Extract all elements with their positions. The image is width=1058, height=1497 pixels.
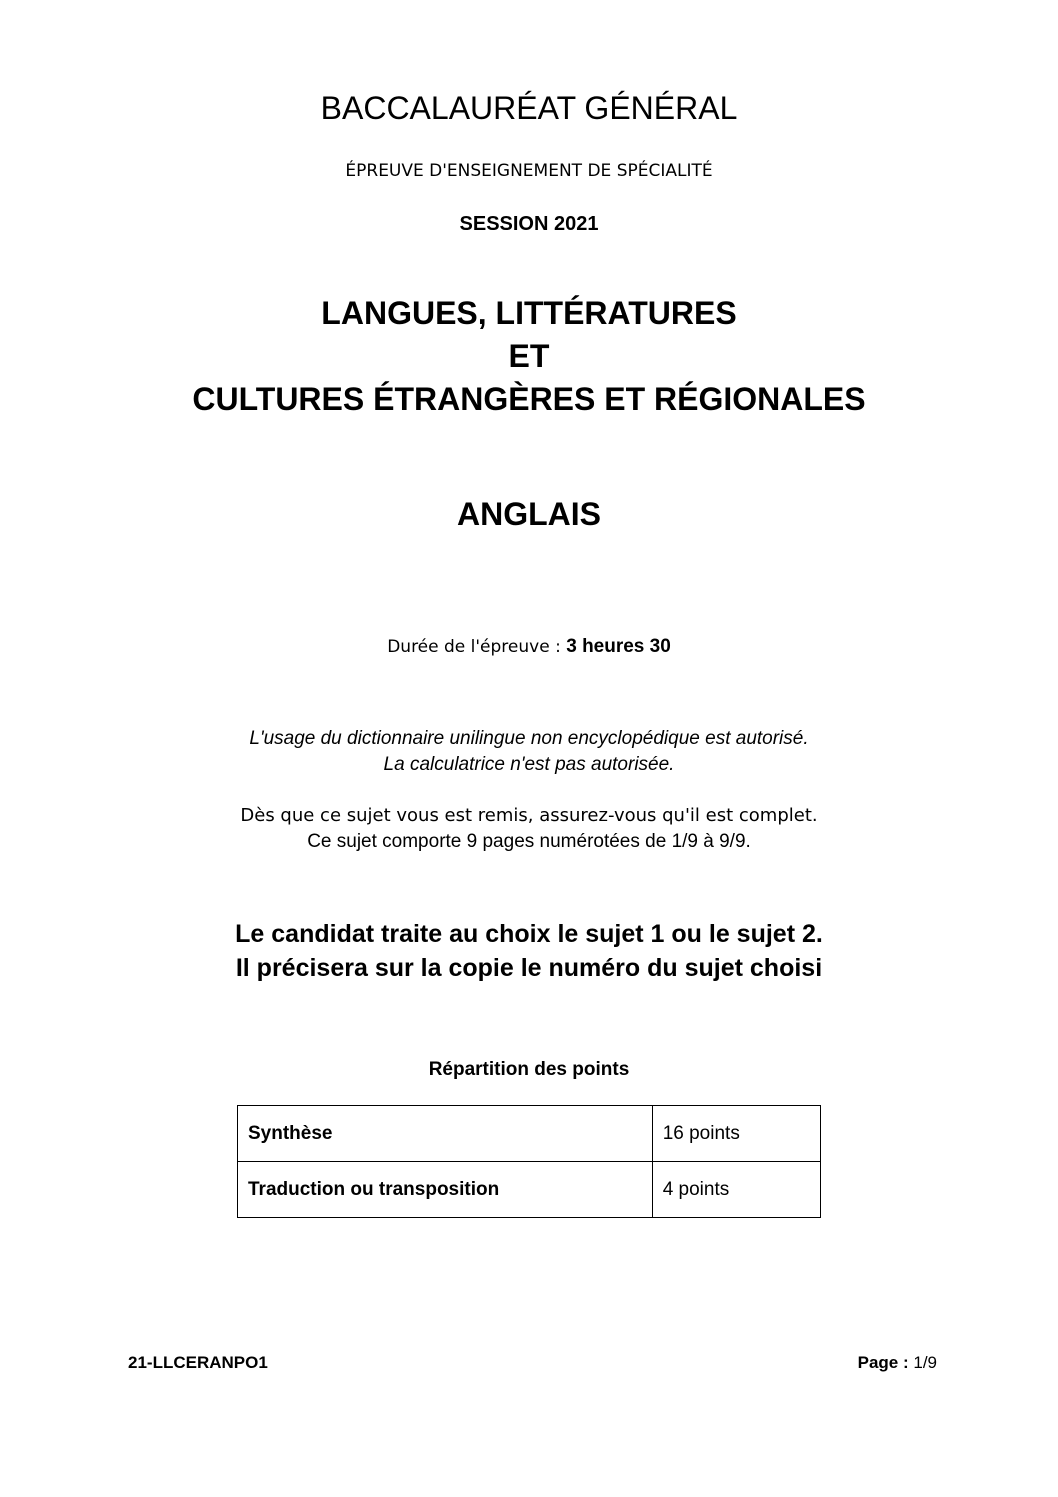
table-row [238,1106,821,1162]
subject-line-1: LANGUES, LITTÉRATURES [321,295,737,331]
document-code: 21-LLCERANPO1 [128,1353,268,1372]
calculator-rule: La calculatrice n'est pas autorisée. [383,754,675,775]
session-label: SESSION 2021 [459,213,599,235]
exam-type: ÉPREUVE D'ENSEIGNEMENT DE SPÉCIALITÉ [345,161,713,181]
page-label: Page : [857,1353,914,1372]
subject-line-3: CULTURES ÉTRANGÈRES ET RÉGIONALES [192,381,866,417]
completeness-notice [0,803,1058,855]
points-row-label: Synthèse [238,1106,653,1162]
subject-line-2: ET [508,338,550,374]
language-title: ANGLAIS [457,496,601,532]
points-row-label: Traduction ou transposition [238,1162,653,1218]
dictionary-rule: L'usage du dictionnaire unilingue non encyclopédique est autorisé. [249,728,809,749]
page-value: 1/9 [913,1353,937,1372]
points-table [237,1105,821,1218]
subject-title [0,292,1058,421]
duration [0,635,1058,659]
points-table-title: Répartition des points [428,1059,630,1080]
duration-label: Durée de l'épreuve : [387,637,567,657]
exam-rules [0,726,1058,778]
table-row [238,1162,821,1218]
duration-value: 3 heures 30 [566,636,671,657]
page-number [858,1353,937,1373]
choice-line-1: Le candidat traite au choix le sujet 1 ou le sujet 2. [235,920,823,948]
notice-line-2: Ce sujet comporte 9 pages numérotées de 1/9 à 9/9. [307,831,751,852]
document-title: BACCALAURÉAT GÉNÉRAL [320,90,738,126]
subject-choice-instructions [0,917,1058,985]
points-row-value: 16 points [652,1106,820,1162]
points-row-value: 4 points [652,1162,820,1218]
choice-line-2: Il précisera sur la copie le numéro du sujet choisi [235,954,823,982]
notice-line-1: Dès que ce sujet vous est remis, assurez-vous qu'il est complet. [240,805,818,826]
